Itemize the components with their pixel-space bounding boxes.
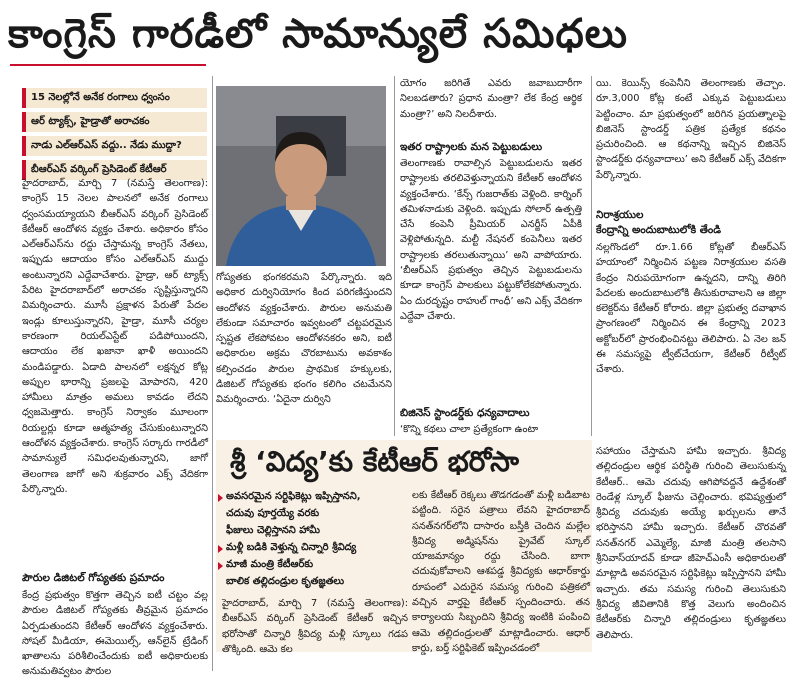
bullet-item: నాడు ఎల్ఆర్ఎస్ వద్దు.. నేడు ముద్దా? bbox=[22, 136, 207, 156]
boxed-story-highlights bbox=[218, 488, 408, 590]
column-3-body: తెలంగాణకు రావాల్సిన పెట్టుబడులను ఇతర రాష్ట్రాలకు తరలివెళ్తున్నాయని కేటీఆర్ ఆందోళన వ్యక్తంచేశారు. ‘కేన్స్ గుజరాత్‌కు వెళ్లింది. కార్నింగ్ తమిళనాడుకు వెళ్లింది. ఇప్పుడు సోలార్ ఉత్పత్తి చేసే కంపెనీ ప్రీమియర్ ఎనర్జీస్ ఏపీకి వెళ్లిపోతున్నది. మల్టీ నేషనల్ కంపెనీలు ఇతర రాష్ట్రాలకు తరలుతున్నాయి’ అని వాపోయారు. ‘బీఆర్ఎస్ ప్రభుత్వం తెచ్చిన పెట్టుబడులను కూడా కాంగ్రెస్ పాలకులు పట్టుకోలేకపోతున్నారు. ఏం దురదృష్టం రాహుల్ గాంధీ’ అని ఎక్స్ వేదికగా ఎద్దేవా చేశారు. bbox=[400, 158, 582, 322]
column-divider bbox=[591, 76, 592, 436]
highlight-line: చదువు పూర్తయ్యే వరకు bbox=[226, 508, 320, 519]
portrait-icon bbox=[216, 86, 386, 266]
column-divider bbox=[212, 76, 213, 671]
boxed-story-body-mid: లకు కేటీఆర్ రెక్కలు తొడగడంతో మళ్లీ బడిబాట పట్టింది. సరైన పత్రాలు లేవని హైదరాబాద్ సనత్‌నగర్‌లోని దాసారం బస్తీకి చెందిన మల్లేల శ్రీవిద్య అడ్మిషన్‌ను ప్రైవేట్ స్కూల్ యాజమాన్యం రద్దు చేసింది. బాగా చదువుకోవాలని ఆశపడ్డ శ్రీవిద్యకు ఆధార్‌కార్డు రూపంలో ఎదురైన సమస్య గురించి పత్రికలో వచ్చిన వార్తపై కేటీఆర్ స్పందించారు. తన కార్యాలయ సిబ్బందిని శ్రీవిద్య ఇంటికి పంపించి ఆమె తల్లిదండ్రులతో మాట్లాడించారు. ఆధార్ కార్డు, బర్త్ సర్టిఫికెట్ ఇప్పించడంలో bbox=[412, 490, 590, 654]
column-divider bbox=[394, 76, 395, 436]
boxed-story-title: శ్రీ ‘విద్య’కు కేటీఆర్ భరోసా bbox=[230, 445, 519, 478]
highlight-line: ఫీజులు చెల్లిస్తానని హామీ bbox=[226, 525, 320, 536]
boxed-story-body-left: హైదరాబాద్, మార్చి 7 (నమస్తే తెలంగాణ): బీఆర్ఎస్ వర్కింగ్ ప్రెసిడెంట్ కేటీఆర్ ఇచ్చిన భరోసాతో చిన్నారి శ్రీవిద్య మళ్లీ స్కూలు గడప తొక్కింది. ఆమె కల bbox=[222, 598, 408, 655]
column-3-subhead-2: బిజినెస్ స్టాండర్డ్‌కు ధన్యవాదాలు bbox=[400, 407, 530, 419]
column-2-body: గోప్యతకు భంగకరమని పేర్కొన్నారు. ఇది అధికార దుర్వినియోగం కింద పరిగణిస్తుందని ఆందోళన వ్యక్తంచేశారు. పౌరుల అనుమతి లేకుండా సమాచారం ఇవ్వటంలో చట్టపరమైన స్పష్టత లేకపోవటం ఆందోళనకరం అని, ఐటీ అధికారుల అక్రమ చొరబాటును అవకాశం కల్పించడం పౌరుల ప్రాథమిక హక్కులకు, డిజిటల్ గోప్యతకు భంగం కలిగిం చటమేనని విమర్శించారు. ‘ఏదైనా దుర్విని bbox=[216, 272, 392, 406]
bullet-list bbox=[22, 88, 207, 184]
column-1-body-2: కేంద్ర ప్రభుత్వం కొత్తగా తెచ్చిన ఐటీ చట్టం వల్ల పౌరుల డిజిటల్ గోప్యతకు తీవ్రమైన ప్రమాదం ఏర్పడుతుందని కేటీఆర్ ఆందోళన వ్యక్తంచేశారు. సోషల్ మీడియా, ఈమెయిల్స్, ఆన్‌లైన్ ట్రేడింగ్ ఖాతాలను పరిశీలించేందుకు ఐటీ అధికారులకు అనుమతివ్వటం పౌరుల bbox=[22, 590, 208, 678]
column-1-subhead: పౌరుల డిజిటల్ గోప్యతకు ప్రమాదం bbox=[22, 572, 165, 584]
headline: కాంగ్రెస్ గారడీలో సామాన్యులే సమిధలు bbox=[8, 11, 628, 57]
column-4-body-2: నల్లగొండలో రూ.1.66 కోట్లతో బీఆర్ఎస్ హయాంలో నిర్మించిన పట్టణ నిరాశ్రయుల వసతి కేంద్రం నిరుపయోగంగా ఉన్నదని, దాన్ని తిరిగి పేదలకు అందుబాటులోకి తీసుకురావాలని ఆ జిల్లా కలెక్టర్‌ను కేటీఆర్ కోరారు. జిల్లా ప్రభుత్వ దవాఖాన ప్రాంగణంలో నిర్మించిన ఈ కేంద్రాన్ని 2023 అక్టోబర్‌లో ప్రారంభించినట్టు తెలిపారు. ఏ నెల జన్ ఈ సమస్యపై ట్వీట్‌చేయగా, కేటీఆర్ రీట్వీట్ చేశారు. bbox=[596, 242, 786, 376]
highlight-line: మాజీ మంత్రి కేటీఆర్‌కు bbox=[218, 556, 408, 573]
column-3-body-2: ‘కొన్ని కథలు చాలా ప్రత్యేకంగా ఉంటా bbox=[400, 424, 539, 435]
column-1-body: హైదరాబాద్, మార్చి 7 (నమస్తే తెలంగాణ): కాంగ్రెస్ 15 నెలల పాలనలో అనేక రంగాలు ధ్వంసమయ్యాయని బీఆర్ఎస్ వర్కింగ్ ప్రెసిడెంట్ కేటీఆర్ ఆందోళన వ్యక్తం చేశారు. అధికారం కోసం ఎల్ఆర్ఎస్‌ను రద్దు చేస్తామన్న కాంగ్రెస్ నేతలు, ఇప్పుడు ఆదాయం కోసం ఎల్ఆర్ఎస్ ముద్దు అంటున్నారని ఎద్దేవాచేశారు. హైడ్రా, ఆర్ ట్యాక్స్ పేరిట హైదరాబాద్‌లో అరాచకం సృష్టిస్తున్నారని విమర్శించారు. మూసీ ప్రక్షాళన పేరుతో పేదల ఇండ్లు కూలుస్తున్నారని, హైడ్రా, మూసీ చర్యల కారణంగా రియల్ఎస్టేట్ పడిపోయిందని, ఆదాయం లేక ఖజానా ఖాళీ అయిందని మండిపడ్డారు. ఏడాది పాలనలో లక్షన్నర కోట్ల అప్పుల భారాన్ని ప్రజలపై మోపారని, 420 హామీలు మాత్రం అమలు కావడం లేదని ధ్వజమెత్తారు. కాంగ్రెస్ నిర్వాకం మూలంగా రియల్టర్లు కూడా ఆత్మహత్య చేసుకుంటున్నారని ఆందోళన వ్యక్తంచేశారు. కాంగ్రెస్ సర్కారు గారడీలో సామాన్యులే సమిధలవుతున్నారని, జాగో తెలంగాణ జాగో అని శుక్రవారం ఎక్స్ వేదికగా పేర్కొన్నారు. bbox=[22, 178, 208, 495]
column-4-subhead-b: కేంద్రాన్ని అందుబాటులోకి తేండి bbox=[596, 224, 722, 236]
highlight-line: అవసరమైన సర్టిఫికెట్లు ఇప్పిస్తానని, bbox=[218, 488, 408, 505]
portrait-photo bbox=[216, 86, 386, 266]
bullet-item: బీఆర్ఎస్ వర్కింగ్ ప్రెసిడెంట్ కేటీఆర్ bbox=[22, 160, 207, 180]
column-4-body: యి. కెయిన్స్ కంపెనీని తెలంగాణకు తెచ్చాం. రూ.3,000 కోట్ల కంటే ఎక్కువ పెట్టుబడులు పెట్టించాం. మా ప్రభుత్వంలో జరిగిన ప్రయత్నాలపై బిజినెస్ స్టాండర్డ్ పత్రిక ప్రత్యేక కథనం ప్రచురించింది. ఆ కథనాన్ని ఇచ్చిన బిజినెస్ స్టాండర్డ్‌కు ధన్యవాదాలు’ అని కేటీఆర్ ఎక్స్ వేదికగా పేర్కొన్నారు. bbox=[596, 78, 786, 181]
bullet-item: 15 నెలల్లోనే అనేక రంగాలు ధ్వంసం bbox=[22, 88, 207, 108]
column-3-body-top: యోగం జరిగితే ఎవరు జవాబుదారీగా నిలబడతారు? ప్రధాన మంత్రా? లేక కేంద్ర ఆర్థిక మంత్రా?’ అని నిలదీశారు. bbox=[400, 78, 582, 120]
highlight-line: మళ్లీ బడికి వెళ్తున్న చిన్నారి శ్రీవిద్య bbox=[218, 539, 408, 556]
highlight-line: బాలిక తల్లిదండ్రుల కృతజ్ఞతలు bbox=[226, 576, 345, 587]
column-3-subhead: ఇతర రాష్ట్రాలకు మన పెట్టుబడులు bbox=[400, 141, 543, 153]
headline-rule bbox=[10, 64, 206, 66]
bullet-item: ఆర్ ట్యాక్స్, హైడ్రాతో అరాచకం bbox=[22, 112, 207, 132]
column-4-subhead: నిరాశ్రయుల bbox=[596, 209, 644, 221]
column-4-bottom-body: సహాయం చేస్తామని హామీ ఇచ్చారు. శ్రీవిద్య తల్లిదండ్రుల ఆర్థిక పరిస్థితి గురించి తెలుసుకున్న కేటీఆర్.. ఆమె చదువు ఆగిపోవద్దనే ఉద్దేశంతో రెండేళ్ల స్కూల్ ఫీజును చెల్లించారు. భవిష్యత్తులో శ్రీవిద్య చదువుకు అయ్యే ఖర్చులను తానే భరిస్తానని హామీ ఇచ్చారు. కేటీఆర్ చొరవతో సనత్‌నగర్ ఎమ్మెల్యే, మాజీ మంత్రి తలసాని శ్రీనివాస్‌యాదవ్ కూడా జీహెచ్ఎంసీ అధికారులతో మాట్లాడి అవసరమైన సర్టిఫికెట్లు ఇప్పిస్తానని హామీ ఇచ్చారు. తమ సమస్య గురించి తెలుసుకుని శ్రీవిద్య జీవితానికి కొత్త వెలుగు అందించిన కేటీఆర్‌కు చిన్నారి తల్లిదండ్రులు కృతజ్ఞతలు తెలిపారు. bbox=[596, 446, 786, 641]
